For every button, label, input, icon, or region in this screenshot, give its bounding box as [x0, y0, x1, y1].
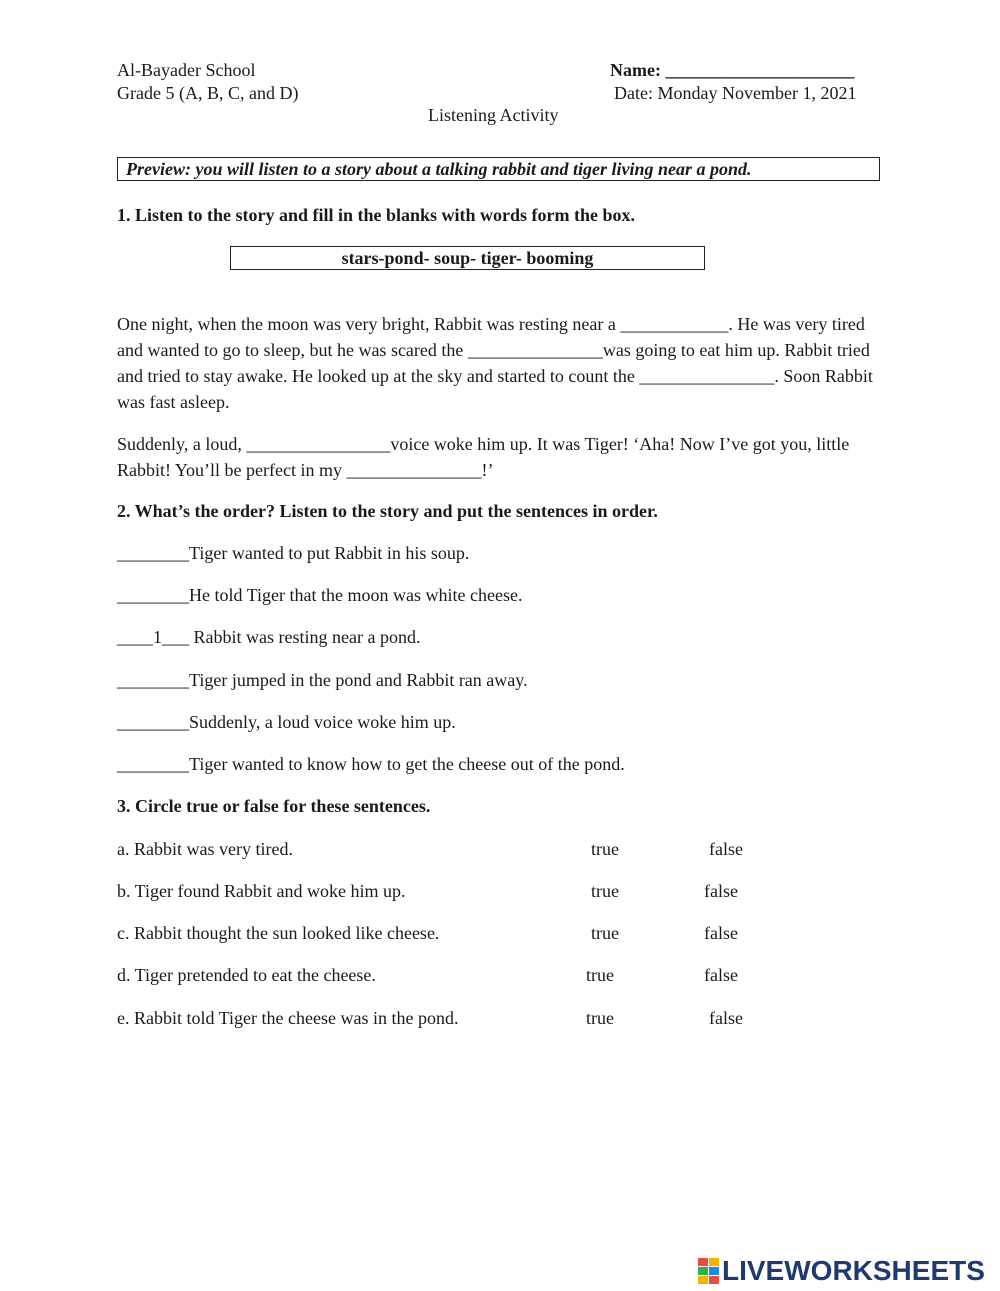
- tf-statement: d. Tiger pretended to eat the cheese.: [117, 965, 376, 985]
- word-box-text: stars-pond- soup- tiger- booming: [341, 248, 594, 268]
- true-option[interactable]: true: [591, 923, 619, 943]
- tf-statement: c. Rabbit thought the sun looked like cheese.: [117, 923, 440, 943]
- order-item[interactable]: ________Tiger wanted to put Rabbit in his soup.: [117, 543, 470, 563]
- true-option[interactable]: true: [586, 1008, 614, 1028]
- order-item[interactable]: ________He told Tiger that the moon was white cheese.: [117, 585, 523, 605]
- school-name: Al-Bayader School: [117, 60, 256, 80]
- false-option[interactable]: false: [709, 839, 743, 859]
- date-label: Date: Monday November 1, 2021: [614, 83, 857, 103]
- true-option[interactable]: true: [591, 881, 619, 901]
- order-item[interactable]: ________Tiger jumped in the pond and Rabbit ran away.: [117, 670, 528, 690]
- tf-statement: b. Tiger found Rabbit and woke him up.: [117, 881, 406, 901]
- logo-text: LIVEWORKSHEETS: [722, 1255, 985, 1286]
- liveworksheets-blocks-icon: [698, 1258, 720, 1284]
- order-item[interactable]: ____1___ Rabbit was resting near a pond.: [117, 627, 421, 647]
- story-paragraph-1[interactable]: One night, when the moon was very bright, Rabbit was resting near a ____________. He was very tired and wanted to go to sleep, but he was scared the _______________was going to eat him up. Rabbit tried and tried to stay awake. He looked up at the sky and started to count the _______________. Soon Rabbit was fast asleep.: [117, 314, 873, 412]
- liveworksheets-logo[interactable]: [698, 1256, 994, 1286]
- section1-heading: 1. Listen to the story and fill in the blanks with words form the box.: [117, 205, 636, 225]
- page-title: Listening Activity: [428, 105, 559, 125]
- false-option[interactable]: false: [709, 1008, 743, 1028]
- story-paragraph-2[interactable]: Suddenly, a loud, ________________voice woke him up. It was Tiger! ‘Aha! Now I’ve got you, little Rabbit! You’ll be perfect in my _______________!’: [117, 434, 850, 480]
- preview-text: Preview: you will listen to a story about a talking rabbit and tiger living near a pond.: [126, 159, 752, 179]
- false-option[interactable]: false: [704, 881, 738, 901]
- order-item[interactable]: ________Suddenly, a loud voice woke him up.: [117, 712, 456, 732]
- tf-statement: a. Rabbit was very tired.: [117, 839, 293, 859]
- tf-statement: e. Rabbit told Tiger the cheese was in the pond.: [117, 1008, 459, 1028]
- false-option[interactable]: false: [704, 923, 738, 943]
- true-option[interactable]: true: [586, 965, 614, 985]
- true-option[interactable]: true: [591, 839, 619, 859]
- word-box: [230, 246, 705, 270]
- grade-label: Grade 5 (A, B, C, and D): [117, 83, 299, 103]
- false-option[interactable]: false: [704, 965, 738, 985]
- preview-box: [117, 157, 880, 181]
- name-field[interactable]: Name: _____________________: [610, 60, 855, 80]
- section3-heading: 3. Circle true or false for these sentences.: [117, 796, 431, 816]
- order-item[interactable]: ________Tiger wanted to know how to get the cheese out of the pond.: [117, 754, 625, 774]
- section2-heading: 2. What’s the order? Listen to the story and put the sentences in order.: [117, 501, 658, 521]
